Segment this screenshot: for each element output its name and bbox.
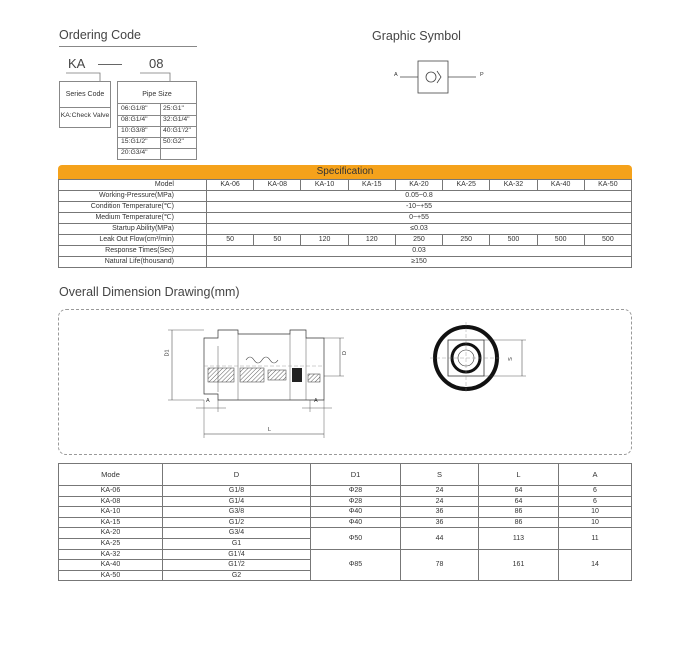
spec-row-value: ≤0.03 xyxy=(207,224,632,235)
pipe-size-item: 32:G1/4" xyxy=(163,116,190,123)
dim-model-cell: KA-20 xyxy=(59,528,163,539)
pipe-size-header: Pipe Size xyxy=(142,91,172,98)
spec-model-cell: KA-40 xyxy=(537,180,584,191)
spec-header-row xyxy=(59,180,632,191)
dim-s-cell: 44 xyxy=(401,528,479,549)
spec-row-value: 250 xyxy=(395,235,442,246)
series-code-box xyxy=(59,81,111,128)
dim-a-cell: 10 xyxy=(559,517,632,528)
table-row xyxy=(59,549,632,560)
spec-row-value: 50 xyxy=(254,235,301,246)
spec-model-cell: KA-15 xyxy=(348,180,395,191)
spec-row-value: 500 xyxy=(584,235,631,246)
spec-model-cell: KA-08 xyxy=(254,180,301,191)
table-row xyxy=(59,507,632,518)
dim-d-cell: G3/4 xyxy=(163,528,311,539)
spec-row-label: Natural Life(thousand) xyxy=(59,257,207,268)
dim-header-cell: D1 xyxy=(311,464,401,486)
spec-row-value: 0~+55 xyxy=(207,213,632,224)
dim-label-a-left: A xyxy=(206,398,210,404)
spec-row xyxy=(59,224,632,235)
dim-header-cell: L xyxy=(479,464,559,486)
spec-row xyxy=(59,257,632,268)
dim-d-cell: G1'/4 xyxy=(163,549,311,560)
dimension-drawing-title: Overall Dimension Drawing(mm) xyxy=(59,285,240,299)
dim-header-cell: S xyxy=(401,464,479,486)
graphic-symbol-title: Graphic Symbol xyxy=(372,29,461,43)
table-row xyxy=(59,528,632,539)
dim-a-cell: 6 xyxy=(559,496,632,507)
dim-d1-cell: Φ40 xyxy=(311,507,401,518)
code-prefix: KA xyxy=(68,56,86,71)
spec-row-value: 120 xyxy=(301,235,348,246)
table-row xyxy=(59,517,632,528)
series-code-header: Series Code xyxy=(65,91,105,98)
dim-l-cell: 86 xyxy=(479,517,559,528)
dim-d1-cell: Φ50 xyxy=(311,528,401,549)
dim-l-cell: 113 xyxy=(479,528,559,549)
dimension-table xyxy=(58,463,632,581)
spec-model-cell: KA-25 xyxy=(443,180,490,191)
spec-row-value: 250 xyxy=(443,235,490,246)
dim-label-s: S xyxy=(507,357,514,361)
pipe-size-item: 40:G1'/2" xyxy=(163,127,191,134)
spec-row xyxy=(59,202,632,213)
dim-s-cell: 36 xyxy=(401,517,479,528)
dim-header-cell: A xyxy=(559,464,632,486)
spec-row-value: 500 xyxy=(537,235,584,246)
dim-label-d1: D1 xyxy=(164,349,171,357)
dim-a-cell: 6 xyxy=(559,486,632,497)
dim-l-cell: 161 xyxy=(479,549,559,581)
code-connector-lines xyxy=(0,0,200,90)
dim-d1-cell: Φ85 xyxy=(311,549,401,581)
dim-header-cell: Mode xyxy=(59,464,163,486)
dim-d-cell: G1 xyxy=(163,538,311,549)
spec-row-label: Working-Pressure(MPa) xyxy=(59,191,207,202)
spec-row-label: Leak Out Flow(cm³/min) xyxy=(59,235,207,246)
pipe-size-box xyxy=(117,81,197,160)
dim-s-cell: 36 xyxy=(401,507,479,518)
spec-model-cell: KA-10 xyxy=(301,180,348,191)
series-code-value: KA:Check Valve xyxy=(60,112,110,119)
spec-row-value: 50 xyxy=(207,235,254,246)
pipe-size-item: 25:G1" xyxy=(163,105,184,112)
spec-row xyxy=(59,246,632,257)
spec-row-value: 0.03 xyxy=(207,246,632,257)
spec-row-label: Medium Temperature(℃) xyxy=(59,213,207,224)
dim-model-cell: KA-10 xyxy=(59,507,163,518)
dim-model-cell: KA-32 xyxy=(59,549,163,560)
dim-d1-cell: Φ28 xyxy=(311,496,401,507)
pipe-size-item: 50:G2" xyxy=(163,138,184,145)
dim-model-cell: KA-40 xyxy=(59,560,163,571)
port-a-label: A xyxy=(394,72,398,78)
spec-model-cell: KA-50 xyxy=(584,180,631,191)
dim-d-cell: G2 xyxy=(163,570,311,581)
dim-d-cell: G3/8 xyxy=(163,507,311,518)
dim-model-cell: KA-25 xyxy=(59,538,163,549)
table-row xyxy=(59,496,632,507)
valve-end-view-drawing xyxy=(430,320,530,400)
pipe-size-item: 06:G1/8" xyxy=(121,105,148,112)
specification-table xyxy=(58,179,632,268)
dim-s-cell: 24 xyxy=(401,496,479,507)
dim-d-cell: G1/4 xyxy=(163,496,311,507)
dim-label-l: L xyxy=(268,427,272,433)
spec-row-label: Startup Ability(MPa) xyxy=(59,224,207,235)
spec-row xyxy=(59,191,632,202)
dim-label-a-right: A xyxy=(314,398,318,404)
spec-row-label: Condition Temperature(℃) xyxy=(59,202,207,213)
spec-row-value: ≥150 xyxy=(207,257,632,268)
spec-row xyxy=(59,235,632,246)
dim-l-cell: 64 xyxy=(479,486,559,497)
port-p-label: P xyxy=(480,72,484,78)
spec-model-cell: KA-20 xyxy=(395,180,442,191)
pipe-size-item: 15:G1/2" xyxy=(121,138,148,145)
dim-model-cell: KA-06 xyxy=(59,486,163,497)
specification-header-bar: Specification xyxy=(58,165,632,179)
code-suffix: 08 xyxy=(149,56,164,71)
spec-row-value: 120 xyxy=(348,235,395,246)
dim-a-cell: 10 xyxy=(559,507,632,518)
dim-s-cell: 78 xyxy=(401,549,479,581)
pipe-size-item: 08:G1/4" xyxy=(121,116,148,123)
dim-header-row xyxy=(59,464,632,486)
dim-model-cell: KA-08 xyxy=(59,496,163,507)
dim-d1-cell: Φ28 xyxy=(311,486,401,497)
table-row xyxy=(59,486,632,497)
dim-s-cell: 24 xyxy=(401,486,479,497)
spec-model-cell: KA-06 xyxy=(207,180,254,191)
dim-l-cell: 64 xyxy=(479,496,559,507)
spec-model-label: Model xyxy=(59,180,207,191)
dim-d-cell: G1'/2 xyxy=(163,560,311,571)
pipe-size-item: 10:G3/8" xyxy=(121,127,148,134)
spec-row xyxy=(59,213,632,224)
spec-row-value: -10~+55 xyxy=(207,202,632,213)
dim-header-cell: D xyxy=(163,464,311,486)
pipe-size-item: 20:G3/4" xyxy=(121,149,148,156)
dim-model-cell: KA-50 xyxy=(59,570,163,581)
dim-a-cell: 11 xyxy=(559,528,632,549)
dim-d-cell: G1/2 xyxy=(163,517,311,528)
dim-model-cell: KA-15 xyxy=(59,517,163,528)
spec-row-value: 0.05~0.8 xyxy=(207,191,632,202)
dim-d1-cell: Φ40 xyxy=(311,517,401,528)
spec-row-value: 500 xyxy=(490,235,537,246)
spec-row-label: Response Times(Sec) xyxy=(59,246,207,257)
check-valve-symbol xyxy=(390,55,490,105)
dim-a-cell: 14 xyxy=(559,549,632,581)
dim-label-d: D xyxy=(341,351,348,355)
dim-d-cell: G1/8 xyxy=(163,486,311,497)
dim-l-cell: 86 xyxy=(479,507,559,518)
ordering-code-title: Ordering Code xyxy=(59,28,141,42)
spec-model-cell: KA-32 xyxy=(490,180,537,191)
